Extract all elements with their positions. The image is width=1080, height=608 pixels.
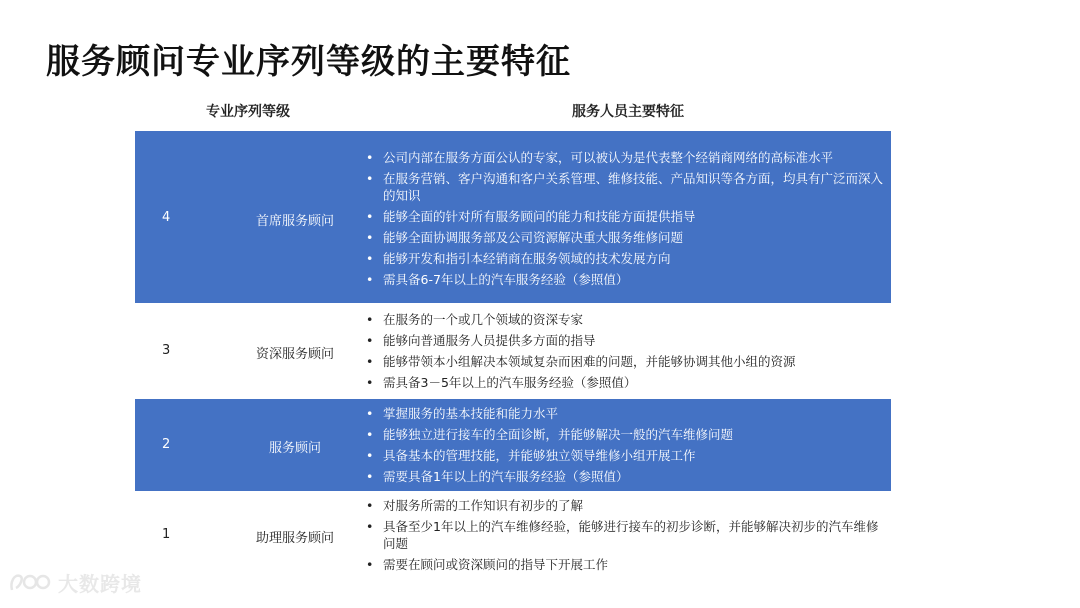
list-item: • 能够全面的针对所有服务顾问的能力和技能方面提供指导 <box>366 208 886 225</box>
level-name: 资深服务顾问 <box>255 347 334 362</box>
table-row <box>135 131 891 303</box>
list-item: • 需要在顾问或资深顾问的指导下开展工作 <box>366 556 886 573</box>
table-row <box>135 303 891 399</box>
list-item: • 具备至少1年以上的汽车维修经验，能够进行接车的初步诊断，并能够解决初步的汽车维修问题 <box>366 518 886 552</box>
level-name: 服务顾问 <box>268 441 321 456</box>
level-name: 助理服务顾问 <box>255 531 334 546</box>
column-header-traits: 服务人员主要特征 <box>572 104 684 120</box>
list-item: • 具备基本的管理技能，并能够独立领导维修小组开展工作 <box>366 447 886 464</box>
list-item: • 在服务的一个或几个领域的资深专家 <box>366 311 886 328</box>
level-number: 2 <box>162 437 171 452</box>
column-header-level: 专业序列等级 <box>206 104 290 120</box>
table-row <box>135 491 891 587</box>
brand-logo-icon <box>8 570 52 596</box>
watermark <box>8 568 142 597</box>
list-item: • 需具备3－5年以上的汽车服务经验（参照值） <box>366 374 886 391</box>
level-name: 首席服务顾问 <box>255 214 334 229</box>
level-number: 3 <box>162 343 171 358</box>
list-item: • 能够开发和指引本经销商在服务领域的技术发展方向 <box>366 250 886 267</box>
watermark-text: 大数跨境 <box>58 572 142 596</box>
list-item: • 在服务营销、客户沟通和客户关系管理、维修技能、产品知识等各方面，均具有广泛而深入的知识 <box>366 170 886 204</box>
list-item: • 公司内部在服务方面公认的专家，可以被认为是代表整个经销商网络的高标准水平 <box>366 149 886 166</box>
level-number: 1 <box>162 527 171 542</box>
trait-list <box>366 497 886 577</box>
trait-list <box>366 149 886 292</box>
table-row <box>135 399 891 491</box>
list-item: • 需具备6-7年以上的汽车服务经验（参照值） <box>366 271 886 288</box>
list-item: • 对服务所需的工作知识有初步的了解 <box>366 497 886 514</box>
level-table <box>135 131 891 587</box>
list-item: • 掌握服务的基本技能和能力水平 <box>366 405 886 422</box>
trait-list <box>366 311 886 395</box>
list-item: • 能够带领本小组解决本领域复杂而困难的问题，并能够协调其他小组的资源 <box>366 353 886 370</box>
list-item: • 需要具备1年以上的汽车服务经验（参照值） <box>366 468 886 485</box>
list-item: • 能够独立进行接车的全面诊断，并能够解决一般的汽车维修问题 <box>366 426 886 443</box>
level-number: 4 <box>162 210 171 225</box>
list-item: • 能够全面协调服务部及公司资源解决重大服务维修问题 <box>366 229 886 246</box>
trait-list <box>366 405 886 489</box>
list-item: • 能够向普通服务人员提供多方面的指导 <box>366 332 886 349</box>
page-title: 服务顾问专业序列等级的主要特征 <box>46 42 571 82</box>
